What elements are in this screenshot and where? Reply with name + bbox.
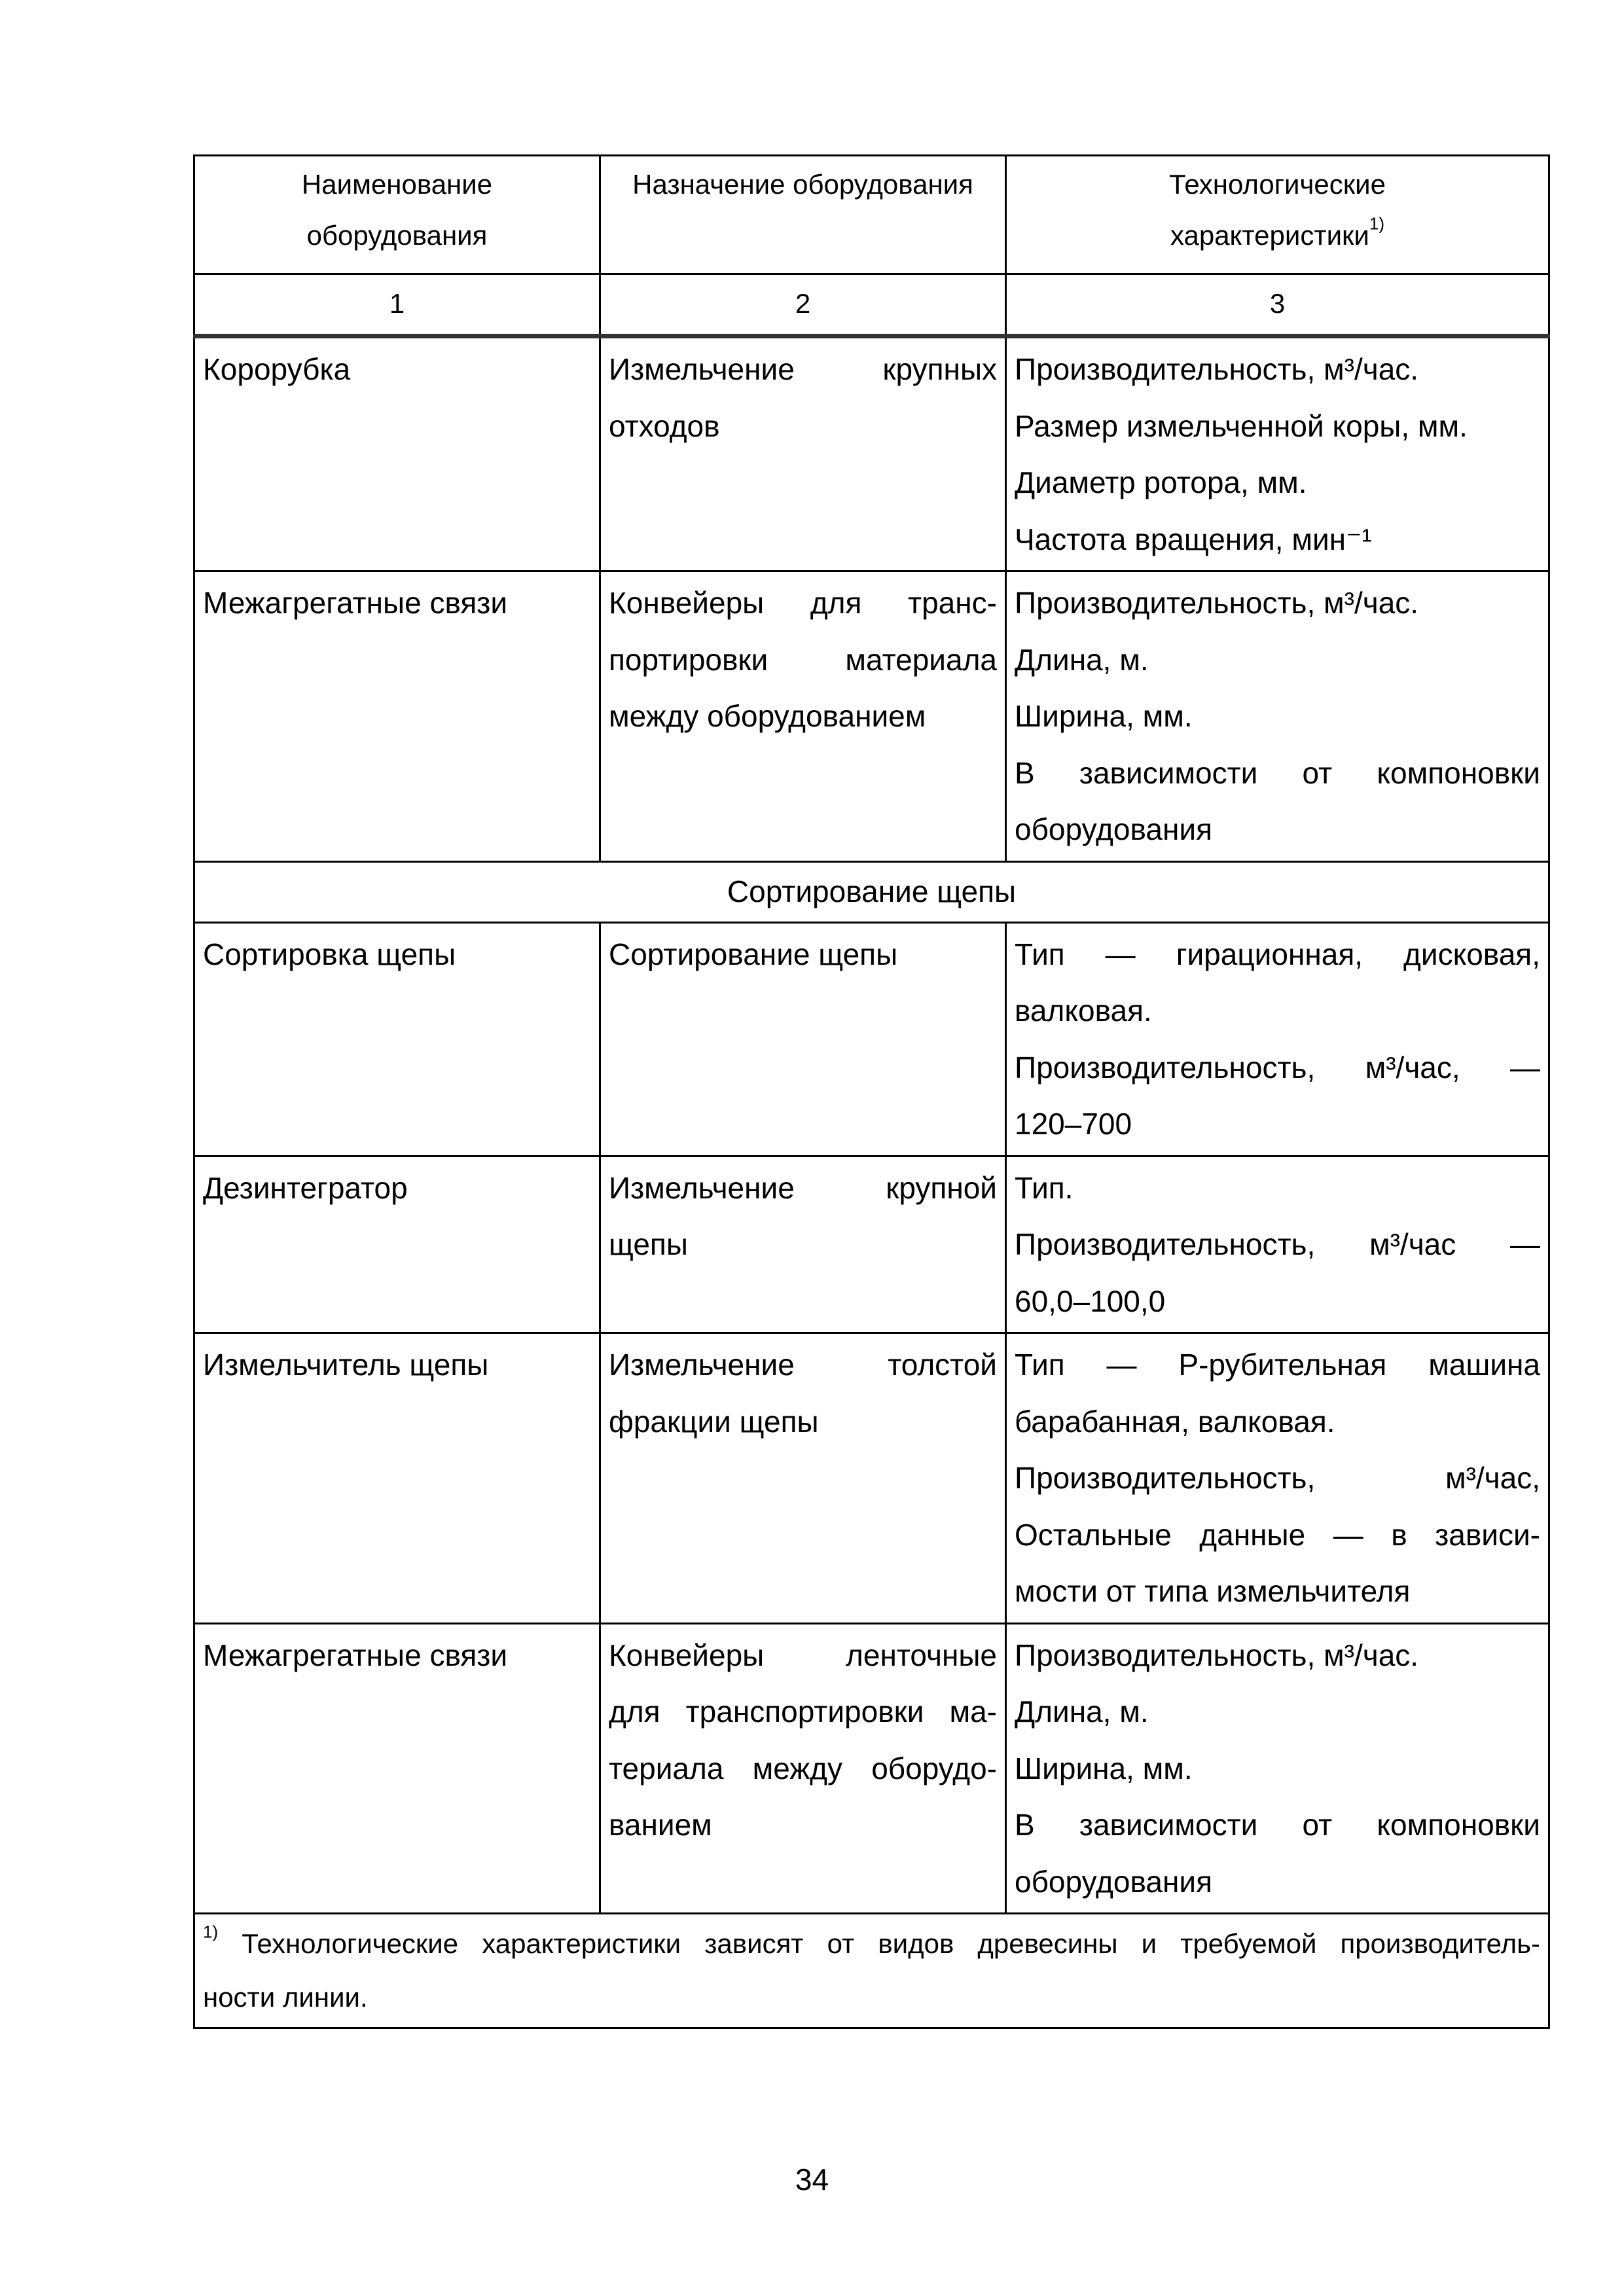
table-row bbox=[194, 1156, 1549, 1333]
section-heading: Сортирование щепы bbox=[194, 861, 1549, 922]
table-row bbox=[194, 571, 1549, 862]
header-col-purpose: Назначение оборудования bbox=[600, 156, 1006, 274]
header-col-name: Наименование оборудования bbox=[194, 156, 600, 274]
footnote-row bbox=[194, 1914, 1549, 2028]
column-number-row bbox=[194, 274, 1549, 336]
equipment-characteristics: Тип. Производительность, м³/час — 60,0–100,0 bbox=[1006, 1156, 1549, 1333]
equipment-purpose: Измельчение крупной щепы bbox=[600, 1156, 1006, 1333]
equipment-characteristics: Тип — гирационная, дисковая, валковая. Производительность, м³/час, — 120–700 bbox=[1006, 922, 1549, 1156]
equipment-purpose: Сортирование щепы bbox=[600, 922, 1006, 1156]
column-number: 2 bbox=[600, 274, 1006, 336]
equipment-characteristics: Производительность, м³/час. Размер измельченной коры, мм. Диаметр ротора, мм. Частота вращения, мин⁻¹ bbox=[1006, 336, 1549, 571]
equipment-name: Корорубка bbox=[194, 336, 600, 571]
column-number: 3 bbox=[1006, 274, 1549, 336]
equipment-purpose: Измельчение толстой фракции щепы bbox=[600, 1333, 1006, 1624]
table-footnote: $^{1)}$ Технологические характеристики зависят от видов древесины и требуемой производитель- ности линии. bbox=[194, 1914, 1549, 2028]
equipment-characteristics: Производительность, м³/час. Длина, м. Ширина, мм. В зависимости от компоновки оборудования bbox=[1006, 1623, 1549, 1914]
table-row bbox=[194, 1333, 1549, 1624]
table-row bbox=[194, 336, 1549, 571]
table-row bbox=[194, 922, 1549, 1156]
equipment-purpose: Измельчение крупных отходов bbox=[600, 336, 1006, 571]
section-row bbox=[194, 861, 1549, 922]
equipment-characteristics: Тип — Р-рубительная машина барабанная, валковая. Производительность, м³/час, Остальные данные — в зависи- мости от типа измельчителя bbox=[1006, 1333, 1549, 1624]
page-number: 34 bbox=[795, 2162, 829, 2197]
table-row bbox=[194, 1623, 1549, 1914]
column-number: 1 bbox=[194, 274, 600, 336]
equipment-name: Сортировка щепы bbox=[194, 922, 600, 1156]
footnote-marker: 1) bbox=[203, 1922, 219, 1942]
equipment-name: Межагрегатные связи bbox=[194, 571, 600, 862]
equipment-purpose: Конвейеры ленточные для транспортировки ма- териала между оборудо- ванием bbox=[600, 1623, 1006, 1914]
equipment-characteristics: Производительность, м³/час. Длина, м. Ширина, мм. В зависимости от компоновки оборудования bbox=[1006, 571, 1549, 862]
header-col-characteristics: Технологические характеристики$^{1)}$ bbox=[1006, 156, 1549, 274]
equipment-table bbox=[193, 154, 1550, 2029]
footnote-marker: 1) bbox=[1369, 213, 1385, 234]
equipment-name: Дезинтегратор bbox=[194, 1156, 600, 1333]
equipment-purpose: Конвейеры для транс- портировки материала между оборудованием bbox=[600, 571, 1006, 862]
header-row bbox=[194, 156, 1549, 274]
equipment-name: Измельчитель щепы bbox=[194, 1333, 600, 1624]
equipment-name: Межагрегатные связи bbox=[194, 1623, 600, 1914]
